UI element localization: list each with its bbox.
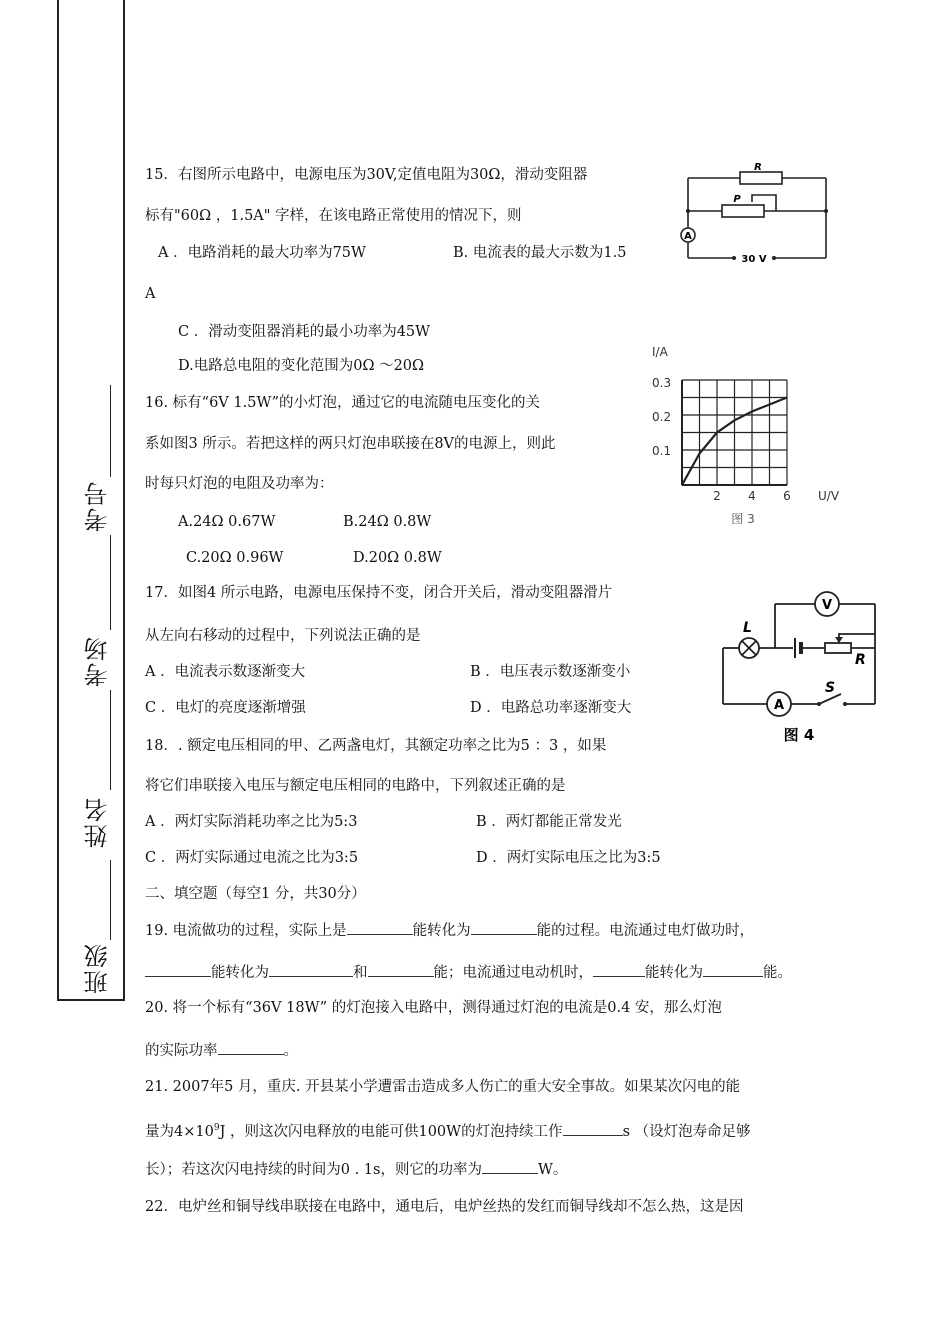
figure-4-circuit-diagram [715,588,885,753]
q19-blank-7[interactable] [703,962,763,977]
q18-stem-line1: 18．. 额定电压相同的甲、乙两盏电灯，其额定功率之比为5 ：3 ，如果 [145,738,607,754]
q15-stem-line2: 标有"60Ω ，1.5A" 字样，在该电路正常使用的情况下，则 [145,208,522,224]
q18-option-c: C ．两灯实际通过电流之比为3:5 [145,850,359,866]
q21-line3: 长）；若这次闪电持续的时间为0 . 1s，则它的功率为 W。 [145,1159,567,1180]
q15-stem-line1: 15．右图所示电路中，电源电压为30V,定值电阻为30Ω，滑动变阻器 [145,167,588,183]
q17-option-d: D ．电路总功率逐渐变大 [470,700,632,716]
name-field [80,796,115,848]
q16-stem-line2: 系如图3 所示。若把这样的两只灯泡串联接在8V的电源上，则此 [145,436,556,452]
slider-arrow-icon [835,637,843,643]
q18-option-a: A ．两灯实际消耗功率之比为5:3 [145,814,358,830]
q20-line1: 20. 将一个标有“36V 18W” 的灯泡接入电路中，测得通过灯泡的电流是0.4 安，那么灯泡 [145,1000,722,1016]
chart-grid [682,380,787,485]
q16-option-d: D.20Ω 0.8W [353,550,442,566]
q18-stem-line2: 将它们串联接入电压与额定电压相同的电路中，下列叙述正确的是 [145,778,566,794]
chart-ytick-label: 0.2 [652,410,672,424]
room-label: 考场 [84,635,112,687]
q21-line1: 21. 2007年5 月，重庆. 开县某小学遭雷击造成多人伤亡的重大安全事故。如果某次闪电的能 [145,1079,741,1095]
q20-blank[interactable] [218,1040,284,1055]
chart-caption: 图 3 [731,512,755,526]
chart-ytick-label: 0.3 [652,376,672,390]
q21-blank-1[interactable] [563,1121,623,1136]
q16-stem-line3: 时每只灯泡的电阻及功率为： [145,476,334,492]
chart-xtick-label: 4 [748,489,756,503]
chart-data-point [716,432,717,433]
q19-blank-5[interactable] [368,962,434,977]
figure-4-caption: 图 4 [783,726,815,744]
chart-data-point [751,411,752,412]
number-field [80,480,115,532]
q15-option-b: B. 电流表的最大示数为1.5 [453,245,627,261]
class-label: 班级 [84,942,112,994]
q15-option-c: C ．滑动变阻器消耗的最小功率为45W [178,324,431,340]
name-blank[interactable] [110,690,111,790]
q19-blank-3[interactable] [145,962,211,977]
q15-option-a: A ．电路消耗的最大功率为75W [158,245,366,261]
q19-blank-2[interactable] [471,920,537,935]
chart-xtick-label: 2 [713,489,721,503]
q17-fig-s-label: S [825,680,836,696]
chart-ytick-label: 0.1 [652,444,672,458]
number-label: 考号 [84,480,112,532]
q15-fig-r-label: R [754,162,762,173]
q15-fig-voltage-label: 30 V [741,254,767,265]
q15-circuit-diagram [680,162,830,274]
chart-data-point [681,484,682,485]
ammeter-icon: A [773,698,785,713]
q15-fig-p-label: P [733,194,741,205]
q15-option-b-cont: A [145,286,156,302]
q16-option-a: A.24Ω 0.67W [178,514,276,530]
q17-fig-l-label: L [743,620,752,636]
q19-line2: 能转化为 和 能；电流通过电动机时， 能转化为 能。 [145,962,792,983]
name-label: 姓名 [84,796,112,848]
chart-ylabel: I/A [652,345,668,359]
q17-stem-line2: 从左向右移动的过程中，下列说法正确的是 [145,628,421,644]
class-blank[interactable] [110,860,111,940]
q20-line2: 的实际功率 。 [145,1040,298,1061]
number-blank[interactable] [110,385,111,477]
q21-line2: 量为$4\times 10^9J$ ，则这次闪电释放的电能可供100W的灯泡持续工作 s （设灯泡寿命足够 [145,1118,751,1142]
q16-stem-line1: 16. 标有“6V 1.5W”的小灯泡，通过它的电流随电压变化的关 [145,395,541,411]
q16-option-c: C.20Ω 0.96W [186,550,284,566]
chart-data-point [734,420,735,421]
q19-blank-6[interactable] [593,962,645,977]
chart-data-point [769,404,770,405]
q22-line1: 22．电炉丝和铜导线串联接在电路中，通电后，电炉丝热的发红而铜导线却不怎么热，这是因 [145,1199,744,1215]
section-2-heading: 二、填空题（每空1 分，共30分） [145,886,366,902]
chart-data-point [786,397,787,398]
q15-option-d: D.电路总电阻的变化范围为0Ω ～20Ω [178,358,425,374]
q17-option-a: A ．电流表示数逐渐变大 [145,664,306,680]
chart-xlabel: U/V [818,489,840,503]
q19-blank-1[interactable] [347,920,413,935]
figure-3-iu-chart [640,340,850,535]
chart-xtick-label: 6 [783,489,791,503]
q19-line1: 19. 电流做功的过程，实际上是 能转化为 能的过程。电流通过电灯做功时， [145,920,754,941]
chart-data-point [699,453,700,454]
q16-option-b: B.24Ω 0.8W [343,514,432,530]
q19-blank-4[interactable] [269,962,353,977]
q17-fig-r-label: R [855,652,866,668]
ammeter-icon: A [684,231,692,242]
room-field [80,635,115,687]
q17-stem-line1: 17．如图4 所示电路，电源电压保持不变，闭合开关后，滑动变阻器滑片 [145,585,613,601]
q18-option-b: B ．两灯都能正常发光 [476,814,622,830]
q17-option-b: B ．电压表示数逐渐变小 [470,664,631,680]
class-field [80,942,115,994]
q17-option-c: C ．电灯的亮度逐渐增强 [145,700,306,716]
room-blank[interactable] [110,535,111,630]
q21-blank-2[interactable] [482,1159,538,1174]
q18-option-d: D ．两灯实际电压之比为3:5 [476,850,661,866]
voltmeter-icon: V [821,598,833,613]
